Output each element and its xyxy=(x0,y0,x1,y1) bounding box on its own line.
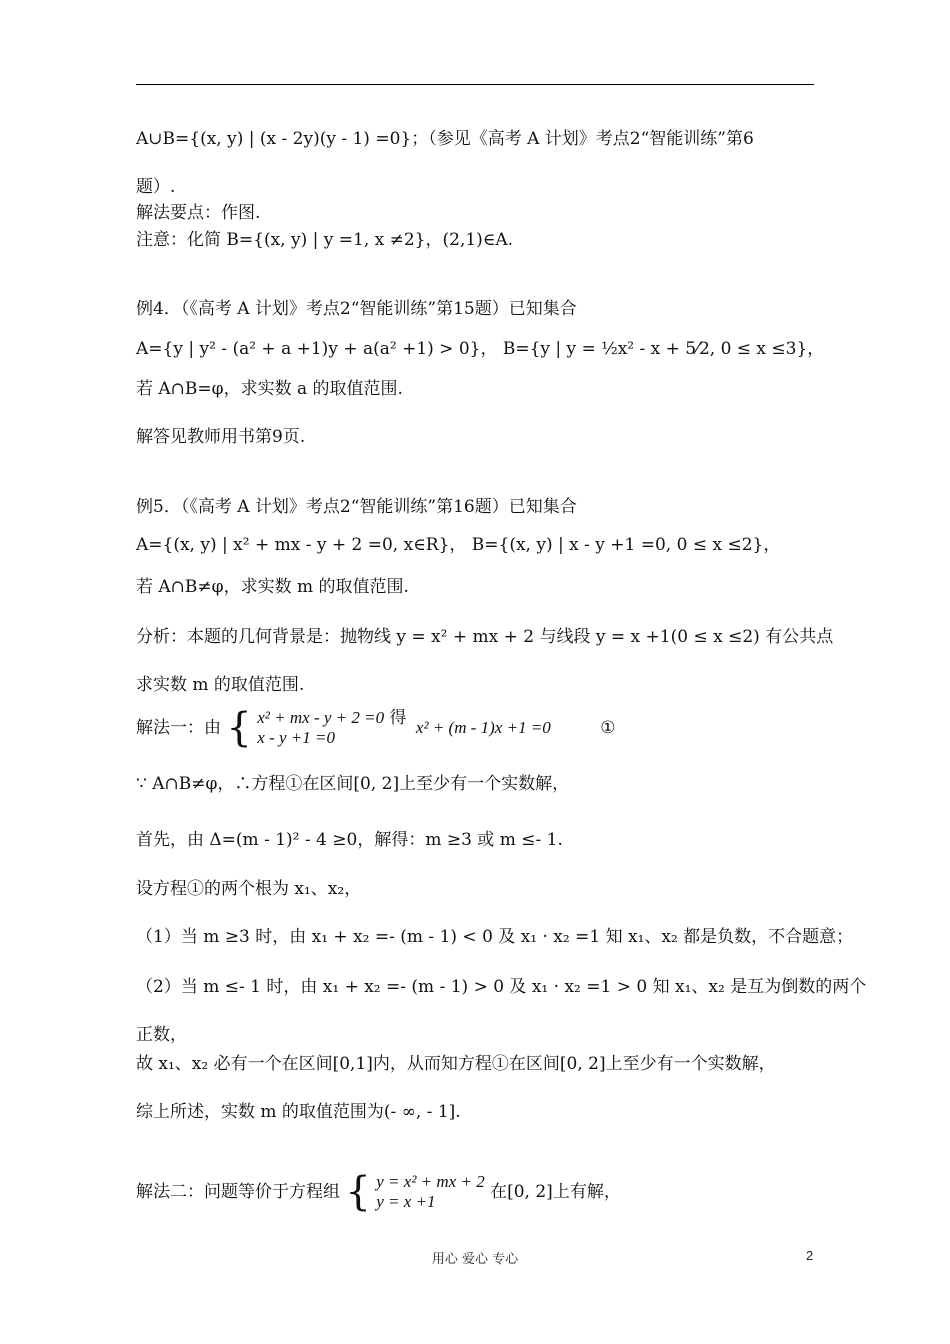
text-line: 分析：本题的几何背景是：抛物线 y = x² + mx + 2 与线段 y = x +1(0 ≤ x ≤2) 有公共点 xyxy=(136,627,834,647)
text-line: A∪B={(x, y) | (x - 2y)(y - 1) =0}；（参见《高考 A 计划》考点2“智能训练”第6 xyxy=(136,129,754,149)
system-eq-1: y = x² + mx + 2 xyxy=(376,1172,485,1191)
method-one xyxy=(136,705,816,756)
text-line: 题）. xyxy=(136,177,176,197)
text-line: 注意：化简 B={(x, y) | y =1, x ≠2}，(2,1)∈A. xyxy=(136,230,514,250)
system-eq-2: x - y +1 =0 xyxy=(257,728,335,747)
left-brace: { xyxy=(226,705,252,751)
text-line: 若 A∩B=φ，求实数 a 的取值范围. xyxy=(136,379,403,399)
text-line: 正数， xyxy=(136,1025,187,1045)
example-5-heading: 例5．（《高考 A 计划》考点2“智能训练”第16题）已知集合 xyxy=(136,497,577,517)
text-line: （1）当 m ≥3 时，由 x₁ + x₂ =- (m - 1) < 0 及 x₁ · x₂ =1 知 x₁、x₂ 都是负数，不合题意； xyxy=(136,927,854,947)
equation-system xyxy=(257,708,406,748)
method-one-prefix: 解法一：由 xyxy=(136,718,221,738)
text-line: 求实数 m 的取值范围. xyxy=(136,675,305,695)
system-eq-1: x² + mx - y + 2 =0 xyxy=(257,708,385,727)
equation-marker: ① xyxy=(600,718,616,738)
derived-equation: x² + (m - 1)x +1 =0 xyxy=(415,718,551,737)
text-line: 若 A∩B≠φ，求实数 m 的取值范围. xyxy=(136,577,409,597)
equation-system xyxy=(376,1172,484,1212)
text-line: A={(x, y) | x² + mx - y + 2 =0, x∈R}， B={(x, y) | x - y +1 =0, 0 ≤ x ≤2}， xyxy=(136,535,781,555)
left-brace: { xyxy=(345,1169,371,1215)
text-line: 解法要点：作图. xyxy=(136,203,261,223)
example-4-heading: 例4．（《高考 A 计划》考点2“智能训练”第15题）已知集合 xyxy=(136,299,577,319)
page-footer: 用心 爱心 专心 xyxy=(431,1252,519,1267)
text-line: 故 x₁、x₂ 必有一个在区间[0,1]内，从而知方程①在区间[0, 2]上至少有一个实数解， xyxy=(136,1054,776,1074)
page-number: 2 xyxy=(806,1248,814,1263)
method-two-prefix: 解法二：问题等价于方程组 xyxy=(136,1182,340,1202)
header-rule xyxy=(136,84,814,85)
text-line: 首先，由 Δ=(m - 1)² - 4 ≥0，解得：m ≥3 或 m ≤- 1. xyxy=(136,830,563,850)
text-line: 设方程①的两个根为 x₁、x₂， xyxy=(136,879,362,899)
text-line: ∵ A∩B≠φ，∴方程①在区间[0, 2]上至少有一个实数解， xyxy=(136,774,570,794)
method-two-suffix: 在[0, 2]上有解， xyxy=(490,1182,621,1202)
text-line: A={y | y² - (a² + a +1)y + a(a² +1) > 0}， B={y | y = ½x² - x + 5⁄2, 0 ≤ x ≤3}， xyxy=(136,339,825,359)
method-two xyxy=(136,1169,816,1220)
text-line: 综上所述，实数 m 的取值范围为(- ∞, - 1]. xyxy=(136,1102,461,1122)
method-one-mid: 得 xyxy=(389,708,407,728)
system-eq-2: y = x +1 xyxy=(376,1192,436,1211)
text-line: （2）当 m ≤- 1 时，由 x₁ + x₂ =- (m - 1) > 0 及 x₁ · x₂ =1 > 0 知 x₁、x₂ 是互为倒数的两个 xyxy=(136,977,867,997)
text-line: 解答见教师用书第9页. xyxy=(136,427,306,447)
